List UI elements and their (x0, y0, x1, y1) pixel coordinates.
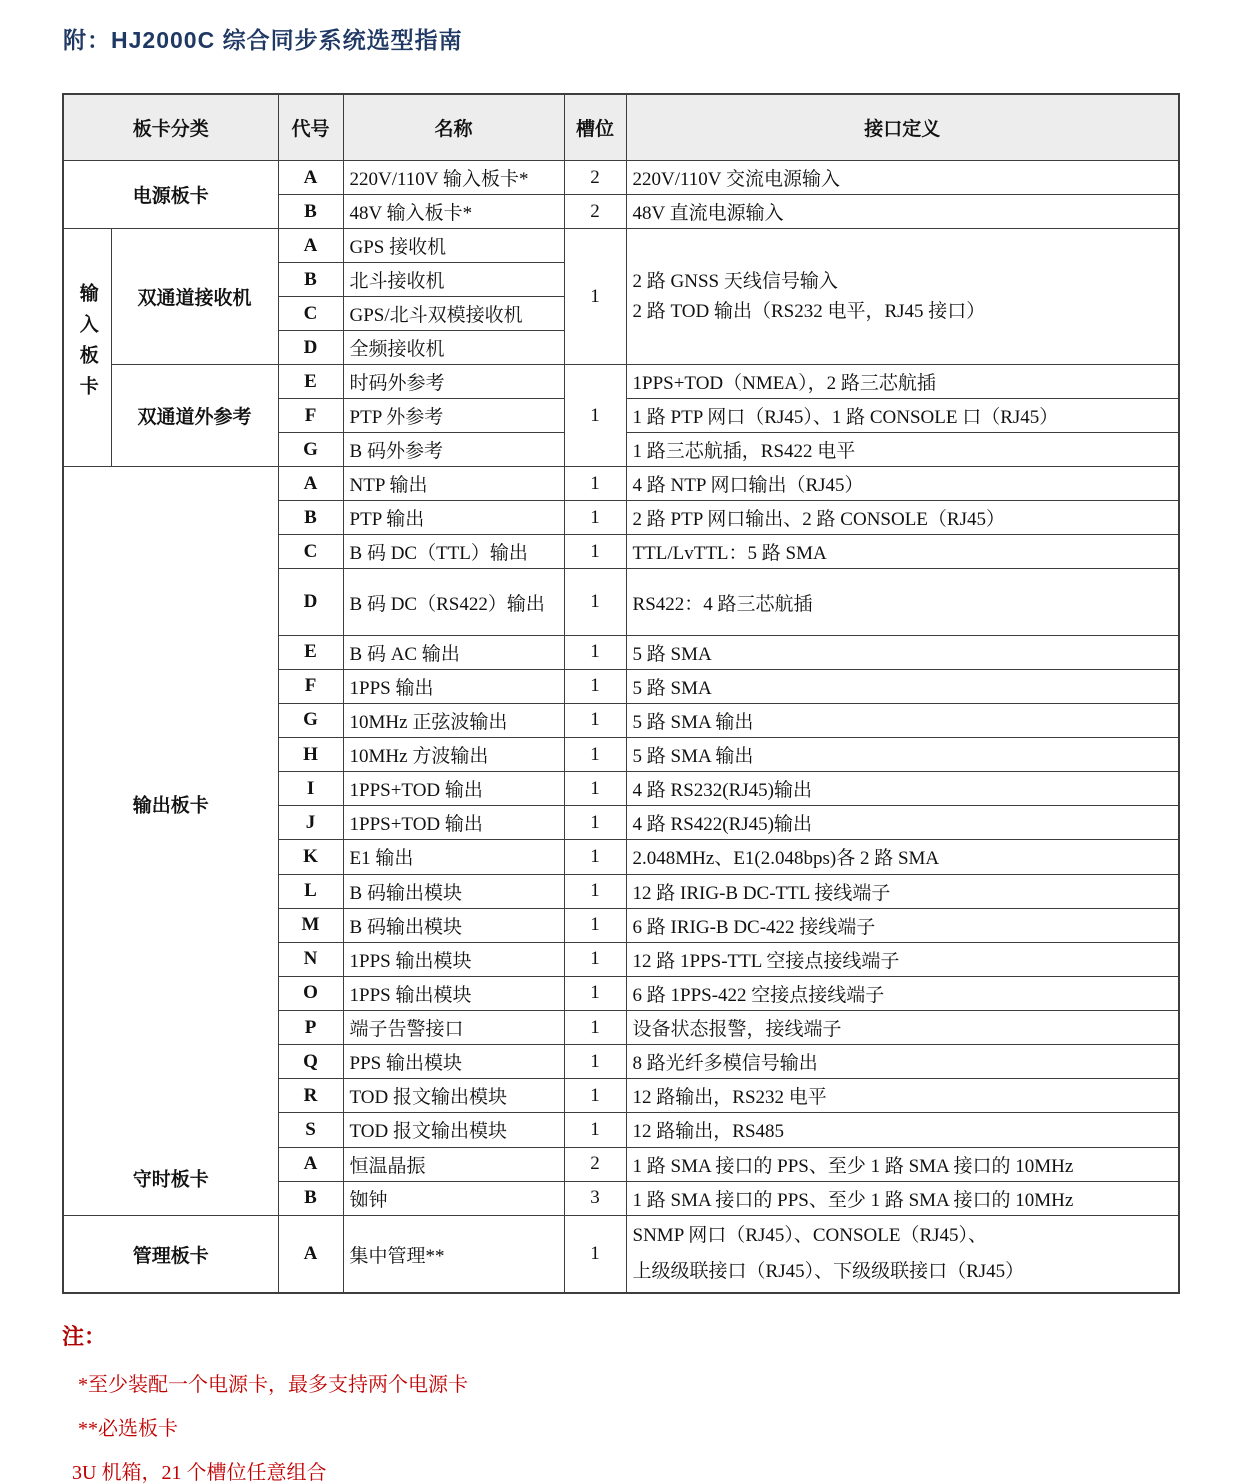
header-category: 板卡分类 (63, 94, 278, 161)
cell-interface: 220V/110V 交流电源输入 (626, 161, 1179, 195)
cell-interface: RS422：4 路三芯航插 (626, 569, 1179, 635)
cell-slot: 1 (564, 908, 626, 942)
cell-name: 1PPS 输出模块 (343, 976, 564, 1010)
header-slot: 槽位 (564, 94, 626, 161)
cell-slot: 2 (564, 1147, 626, 1181)
notes-section (62, 1320, 1240, 1483)
cell-slot: 1 (564, 1011, 626, 1045)
cell-name: 端子告警接口 (343, 1011, 564, 1045)
cell-interface: 12 路 1PPS-TTL 空接点接线端子 (626, 942, 1179, 976)
cell-name: NTP 输出 (343, 467, 564, 501)
cell-name: TOD 报文输出模块 (343, 1113, 564, 1147)
cell-interface: 1 路 SMA 接口的 PPS、至少 1 路 SMA 接口的 10MHz (626, 1147, 1179, 1181)
cell-slot: 1 (564, 772, 626, 806)
table-row (63, 161, 1179, 195)
note-item: *至少装配一个电源卡，最多支持两个电源卡 (78, 1374, 468, 1397)
cell-interface: 5 路 SMA (626, 669, 1179, 703)
cell-code: B (278, 501, 343, 535)
note-item: 3U 机箱，21 个槽位任意组合 (72, 1462, 327, 1484)
cell-slot: 1 (564, 703, 626, 737)
cell-interface: 5 路 SMA (626, 635, 1179, 669)
cell-slot: 1 (564, 874, 626, 908)
cell-interface: 1PPS+TOD（NMEA），2 路三芯航插 (626, 365, 1179, 399)
cell-interface: 5 路 SMA 输出 (626, 738, 1179, 772)
cell-slot: 1 (564, 976, 626, 1010)
cell-code: P (278, 1011, 343, 1045)
table-row (63, 467, 1179, 501)
cell-interface: 4 路 NTP 网口输出（RJ45） (626, 467, 1179, 501)
cell-code: G (278, 703, 343, 737)
cell-slot: 1 (564, 1045, 626, 1079)
cell-name: 1PPS 输出 (343, 669, 564, 703)
cell-interface: 6 路 1PPS-422 空接点接线端子 (626, 976, 1179, 1010)
cell-slot: 1 (564, 942, 626, 976)
cell-code: F (278, 399, 343, 433)
cell-name: 1PPS 输出模块 (343, 942, 564, 976)
cell-name: GPS 接收机 (343, 229, 564, 263)
cell-code: D (278, 331, 343, 365)
cell-slot: 1 (564, 840, 626, 874)
cell-slot: 3 (564, 1181, 626, 1215)
cell-name: B 码 DC（RS422）输出 (343, 569, 564, 635)
cell-code: N (278, 942, 343, 976)
cell-name: B 码 DC（TTL）输出 (343, 535, 564, 569)
cell-interface: 设备状态报警，接线端子 (626, 1011, 1179, 1045)
selection-guide-table (62, 93, 1180, 1294)
cell-code: B (278, 263, 343, 297)
category-management: 管理板卡 (63, 1216, 278, 1294)
cell-name: 1PPS+TOD 输出 (343, 772, 564, 806)
cell-code: A (278, 467, 343, 501)
category-output-timekeeping (63, 467, 278, 1216)
cell-code: F (278, 669, 343, 703)
cell-slot: 1 (564, 738, 626, 772)
cell-name: E1 输出 (343, 840, 564, 874)
cell-code: A (278, 1216, 343, 1294)
page-title: 附：HJ2000C 综合同步系统选型指南 (63, 27, 463, 53)
cell-name: GPS/北斗双模接收机 (343, 297, 564, 331)
cell-name: TOD 报文输出模块 (343, 1079, 564, 1113)
cell-slot: 1 (564, 635, 626, 669)
header-interface: 接口定义 (626, 94, 1179, 161)
cell-slot: 1 (564, 535, 626, 569)
cell-interface: 5 路 SMA 输出 (626, 703, 1179, 737)
cell-interface: 2 路 PTP 网口输出、2 路 CONSOLE（RJ45） (626, 501, 1179, 535)
cell-slot: 2 (564, 161, 626, 195)
cell-interface: 8 路光纤多模信号输出 (626, 1045, 1179, 1079)
cell-slot: 1 (564, 569, 626, 635)
cell-name: PTP 输出 (343, 501, 564, 535)
category-output-label: 输出板卡 (132, 795, 209, 817)
interface-line: 2 路 TOD 输出（RS232 电平，RJ45 接口） (632, 300, 986, 322)
cell-interface: 4 路 RS232(RJ45)输出 (626, 772, 1179, 806)
cell-slot: 1 (564, 1113, 626, 1147)
cell-slot: 1 (564, 806, 626, 840)
cell-interface-merged (626, 229, 1179, 365)
cell-code: J (278, 806, 343, 840)
cell-name: 10MHz 方波输出 (343, 738, 564, 772)
cell-name: PTP 外参考 (343, 399, 564, 433)
cell-name: PPS 输出模块 (343, 1045, 564, 1079)
cell-code: S (278, 1113, 343, 1147)
cell-name: B 码外参考 (343, 433, 564, 467)
cell-code: Q (278, 1045, 343, 1079)
cell-interface: TTL/LvTTL：5 路 SMA (626, 535, 1179, 569)
cell-slot: 1 (564, 1216, 626, 1294)
cell-name: B 码输出模块 (343, 908, 564, 942)
cell-code: D (278, 569, 343, 635)
cell-code: A (278, 161, 343, 195)
cell-code: B (278, 195, 343, 229)
cell-slot: 1 (564, 1079, 626, 1113)
cell-slot-merged: 1 (564, 229, 626, 365)
cell-code: K (278, 840, 343, 874)
table-row (63, 229, 1179, 263)
interface-line: 2 路 GNSS 天线信号输入 (632, 271, 838, 293)
table-row (63, 1216, 1179, 1294)
cell-interface: 1 路三芯航插，RS422 电平 (626, 433, 1179, 467)
cell-slot-merged: 1 (564, 365, 626, 467)
cell-interface: 2.048MHz、E1(2.048bps)各 2 路 SMA (626, 840, 1179, 874)
category-label-wrap (70, 469, 272, 1213)
cell-interface: 4 路 RS422(RJ45)输出 (626, 806, 1179, 840)
cell-code: E (278, 365, 343, 399)
category-input (63, 229, 111, 467)
table-row (63, 365, 1179, 399)
cell-code: M (278, 908, 343, 942)
cell-name: 集中管理** (343, 1216, 564, 1294)
cell-name: B 码 AC 输出 (343, 635, 564, 669)
cell-code: L (278, 874, 343, 908)
category-input-label: 输入板卡 (76, 282, 98, 407)
header-name: 名称 (343, 94, 564, 161)
cell-interface: 1 路 SMA 接口的 PPS、至少 1 路 SMA 接口的 10MHz (626, 1181, 1179, 1215)
category-power: 电源板卡 (63, 161, 278, 229)
subcategory-dual-receiver: 双通道接收机 (111, 229, 278, 365)
cell-name: 全频接收机 (343, 331, 564, 365)
cell-interface: 12 路输出，RS232 电平 (626, 1079, 1179, 1113)
cell-name: 10MHz 正弦波输出 (343, 703, 564, 737)
cell-slot: 1 (564, 669, 626, 703)
cell-code: A (278, 229, 343, 263)
header-code: 代号 (278, 94, 343, 161)
cell-interface: 12 路 IRIG-B DC-TTL 接线端子 (626, 874, 1179, 908)
note-item: **必选板卡 (78, 1418, 178, 1441)
notes-label: 注： (62, 1324, 107, 1350)
cell-code: R (278, 1079, 343, 1113)
cell-code: E (278, 635, 343, 669)
cell-name: 北斗接收机 (343, 263, 564, 297)
cell-code: A (278, 1147, 343, 1181)
cell-name: 时码外参考 (343, 365, 564, 399)
cell-interface: 6 路 IRIG-B DC-422 接线端子 (626, 908, 1179, 942)
cell-code: H (278, 738, 343, 772)
cell-name: 恒温晶振 (343, 1147, 564, 1181)
cell-name: 48V 输入板卡* (343, 195, 564, 229)
cell-code: C (278, 297, 343, 331)
cell-name: 1PPS+TOD 输出 (343, 806, 564, 840)
table-header-row (63, 94, 1179, 161)
cell-code: O (278, 976, 343, 1010)
cell-code: G (278, 433, 343, 467)
cell-interface: 1 路 PTP 网口（RJ45）、1 路 CONSOLE 口（RJ45） (626, 399, 1179, 433)
cell-name: 220V/110V 输入板卡* (343, 161, 564, 195)
cell-interface (626, 1216, 1179, 1294)
cell-code: B (278, 1181, 343, 1215)
cell-slot: 2 (564, 195, 626, 229)
cell-slot: 1 (564, 501, 626, 535)
cell-code: C (278, 535, 343, 569)
cell-interface: 12 路输出，RS485 (626, 1113, 1179, 1147)
cell-name: B 码输出模块 (343, 874, 564, 908)
category-timekeeping-label: 守时板卡 (132, 1169, 209, 1191)
interface-line: SNMP 网口（RJ45）、CONSOLE（RJ45）、 (632, 1225, 988, 1246)
subcategory-dual-reference: 双通道外参考 (111, 365, 278, 467)
cell-code: I (278, 772, 343, 806)
cell-interface: 48V 直流电源输入 (626, 195, 1179, 229)
interface-line: 上级级联接口（RJ45）、下级级联接口（RJ45） (632, 1261, 1025, 1283)
cell-slot: 1 (564, 467, 626, 501)
cell-name: 铷钟 (343, 1181, 564, 1215)
